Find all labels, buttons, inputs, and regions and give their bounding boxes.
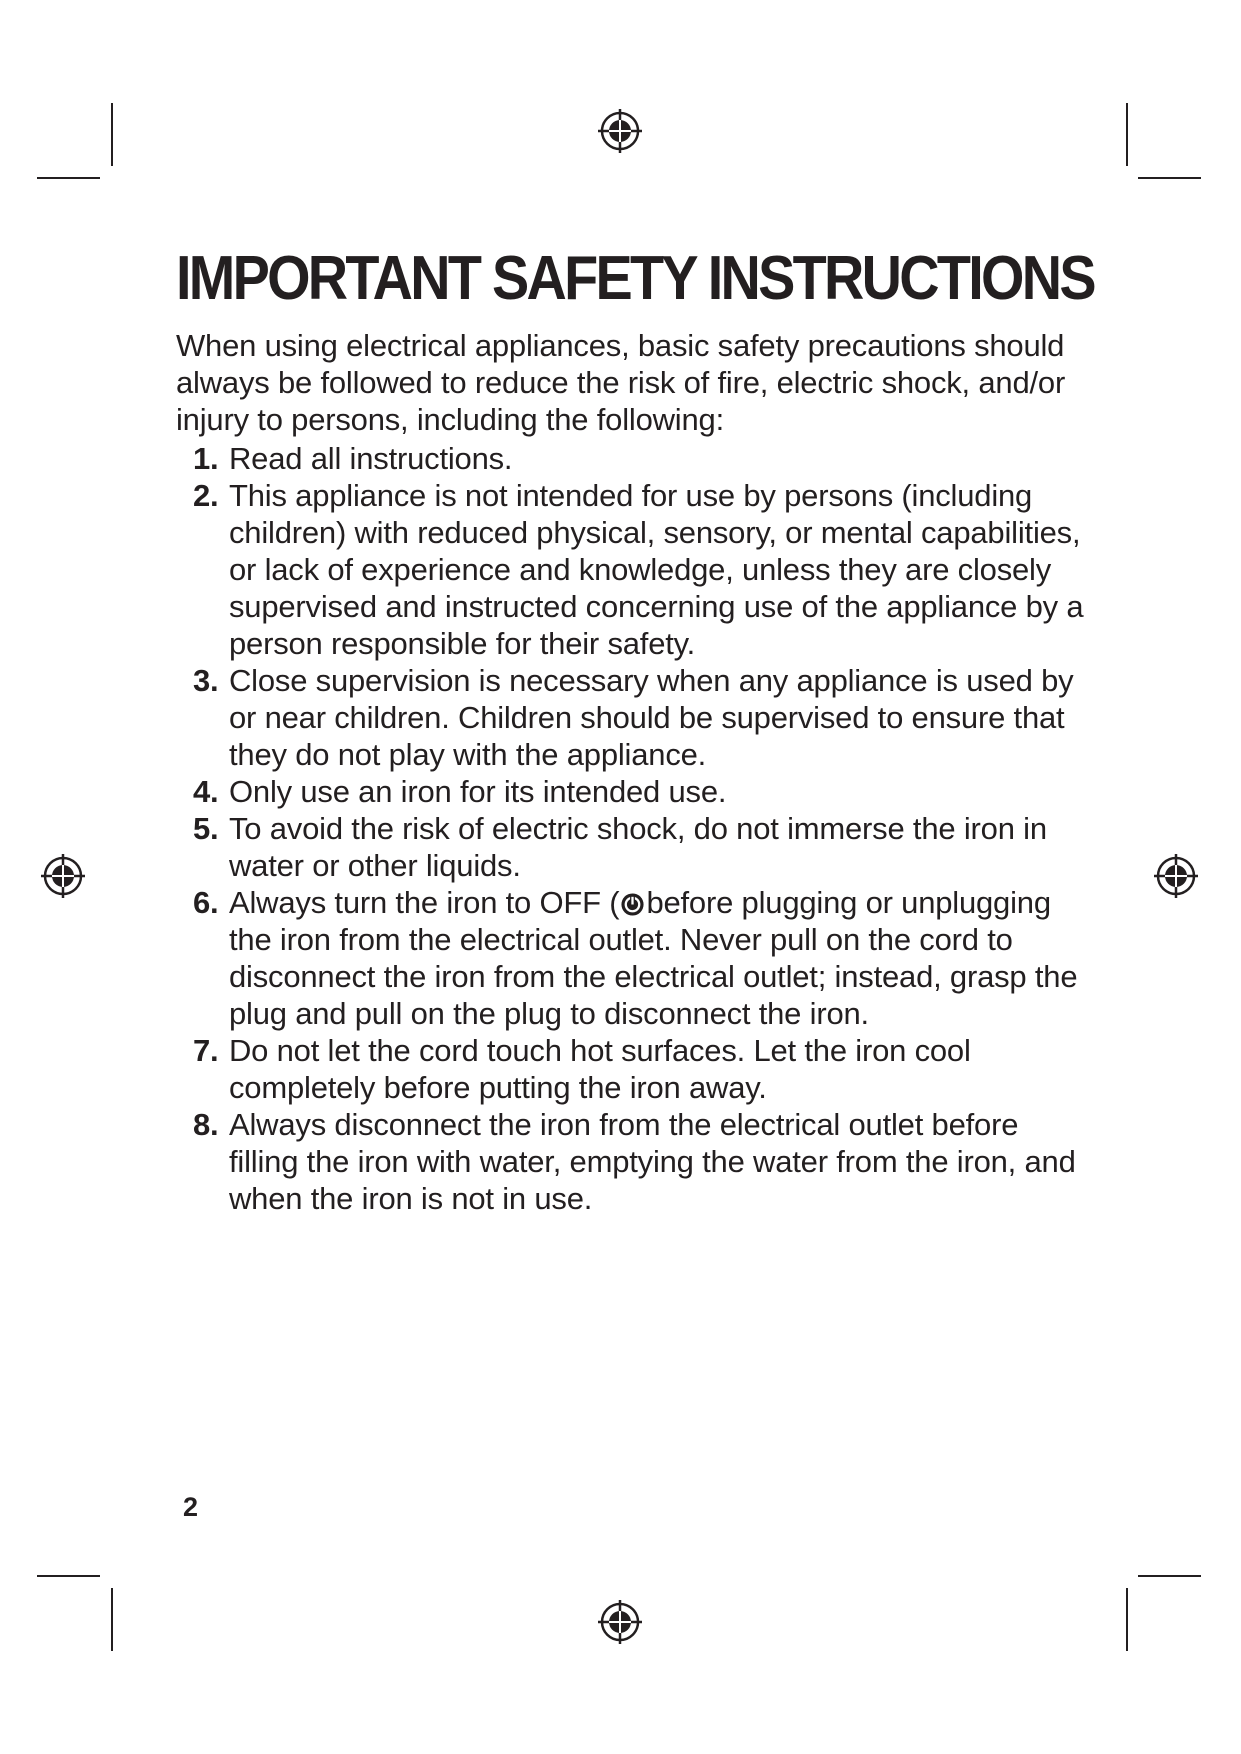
crop-mark-bottom-left-vertical (111, 1588, 113, 1651)
list-item (176, 477, 1086, 662)
item-text: This appliance is not intended for use by persons (including children) with reduced physical, sensory, or mental capabilities, or lack of experience and knowledge, unless they are closely supervised and instructed concerning use of the appliance by a person responsible for their safety. (229, 478, 1084, 662)
registration-mark-icon (597, 108, 643, 154)
page-number: 2 (183, 1492, 199, 1522)
item-number: 8. (193, 1107, 219, 1143)
item-text: Read all instructions. (229, 441, 513, 477)
crop-mark-bottom-right-horizontal (1138, 1575, 1201, 1577)
registration-mark-icon (597, 1599, 643, 1645)
item-number: 1. (193, 441, 219, 477)
item-number: 3. (193, 663, 219, 699)
item-text: Close supervision is necessary when any appliance is used by or near children. Children should be supervised to ensure that they do not play with the appliance. (229, 663, 1074, 773)
crop-mark-top-right-horizontal (1138, 177, 1201, 179)
item-number: 5. (193, 811, 219, 847)
item-number: 4. (193, 774, 219, 810)
crop-mark-bottom-right-vertical (1126, 1588, 1128, 1651)
item-text: Only use an iron for its intended use. (229, 774, 727, 810)
list-item (176, 810, 1086, 884)
safety-instructions-section (176, 244, 1094, 1217)
item-number: 2. (193, 478, 219, 514)
list-item (176, 440, 1086, 477)
list-item (176, 773, 1086, 810)
list-item (176, 1032, 1086, 1106)
crop-mark-bottom-left-horizontal (37, 1575, 100, 1577)
list-item (176, 662, 1086, 773)
crop-mark-top-left-horizontal (37, 177, 100, 179)
list-item (176, 884, 1086, 1032)
item-text: To avoid the risk of electric shock, do not immerse the iron in water or other liquids. (229, 811, 1047, 884)
item-number: 6. (193, 885, 219, 921)
item-text: Do not let the cord touch hot surfaces. Let the iron cool completely before putting the iron away. (229, 1033, 971, 1106)
crop-mark-top-right-vertical (1126, 103, 1128, 166)
item-text-after-icon: before plugging or unplugging the iron from the electrical outlet. Never pull on the cord to disconnect the iron from the electrical outlet; instead, grasp the plug and pull on the plug to disconnect the iron. (229, 885, 1078, 1032)
instructions-list (176, 440, 1086, 1217)
registration-mark-icon (1153, 853, 1199, 899)
registration-mark-icon (40, 853, 86, 899)
list-item (176, 1106, 1086, 1217)
page-title: IMPORTANT SAFETY INSTRUCTIONS (176, 244, 1094, 313)
crop-mark-top-left-vertical (111, 103, 113, 166)
power-off-icon (620, 892, 645, 917)
item-text: Always disconnect the iron from the electrical outlet before filling the iron with water, emptying the water from the iron, and when the iron is not in use. (229, 1107, 1076, 1217)
intro-paragraph: When using electrical appliances, basic safety precautions should always be followed to reduce the risk of fire, electric shock, and/or injury to persons, including the following: (176, 328, 1066, 438)
item-text-before-icon: Always turn the iron to OFF ( (229, 885, 620, 921)
item-number: 7. (193, 1033, 219, 1069)
